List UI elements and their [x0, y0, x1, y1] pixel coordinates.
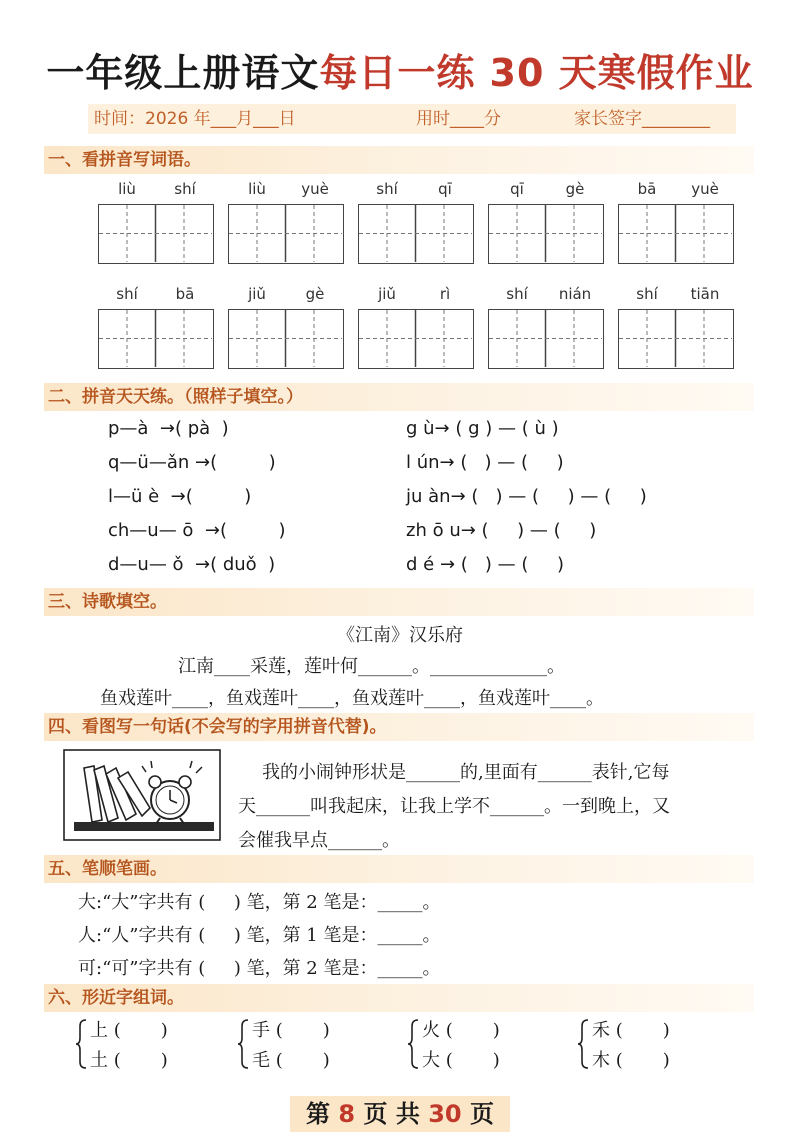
picture-sentence-line-3[interactable]: 会催我早点______。	[238, 830, 400, 851]
exercise-right-2[interactable]: l ún→ ( ) — ( )	[406, 452, 564, 473]
pinyin-label: liù	[248, 180, 266, 198]
writing-grid-box[interactable]	[358, 204, 474, 264]
similar-char-top[interactable]: 手 ( )	[252, 1020, 330, 1041]
writing-grid-box[interactable]	[98, 204, 214, 264]
alarm-clock-illustration	[62, 748, 222, 842]
writing-grid-box[interactable]	[228, 309, 344, 369]
similar-char-bottom[interactable]: 毛 ( )	[252, 1050, 330, 1071]
similar-char-top[interactable]: 禾 ( )	[592, 1020, 670, 1041]
exercise-right-5[interactable]: d é → ( ) — ( )	[406, 554, 565, 575]
writing-grid-box[interactable]	[618, 204, 734, 264]
stroke-question-2[interactable]: 人:“人”字共有 ( ) 笔，第 1 笔是：_____。	[78, 925, 441, 946]
poem-line-2[interactable]: 鱼戏莲叶____，鱼戏莲叶____，鱼戏莲叶____，鱼戏莲叶____。	[100, 688, 604, 709]
page-title	[0, 42, 800, 97]
writing-grid-box[interactable]	[228, 204, 344, 264]
stroke-question-3[interactable]: 可:“可”字共有 ( ) 笔，第 2 笔是：_____。	[78, 958, 441, 979]
pinyin-label: yuè	[301, 180, 329, 198]
total-page-count: 30	[428, 1100, 462, 1128]
picture-sentence-line-2[interactable]: 天______叫我起床，让我上学不______。一到晚上，又	[238, 796, 670, 817]
exercise-left-4[interactable]: ch—u— ō →( )	[108, 520, 286, 541]
exercise-right-1: g ù→ ( g ) — ( ù )	[406, 418, 559, 439]
section-heading-4: 四、看图写一句话(不会写的字用拼音代替)。	[44, 713, 754, 741]
exercise-left-5: d—u— ǒ →( duǒ )	[108, 554, 276, 575]
pinyin-label: bā	[175, 285, 195, 303]
exercise-left-2[interactable]: q—ü—ǎn →( )	[108, 452, 276, 473]
poem-line-1[interactable]: 江南____采莲，莲叶何______。_____________。	[178, 656, 565, 677]
pinyin-label: jiǔ	[378, 285, 396, 303]
pinyin-label: shí	[636, 285, 658, 303]
writing-grid-box[interactable]	[488, 309, 604, 369]
page-footer	[290, 1096, 510, 1132]
brace-icon	[578, 1018, 590, 1070]
section-heading-1: 一、看拼音写词语。	[44, 146, 754, 174]
pinyin-label: shí	[174, 180, 196, 198]
footer-prefix: 第	[306, 1100, 331, 1128]
duration-field[interactable]: 用时____分	[416, 109, 501, 129]
similar-char-bottom[interactable]: 木 ( )	[592, 1050, 670, 1071]
date-field[interactable]: 时间：2026 年___月___日	[94, 109, 296, 129]
similar-char-top[interactable]: 火 ( )	[422, 1020, 500, 1041]
pinyin-label: qī	[510, 180, 524, 198]
similar-char-bottom[interactable]: 土 ( )	[90, 1050, 168, 1071]
footer-middle: 页 共	[363, 1100, 420, 1128]
similar-char-top[interactable]: 上 ( )	[90, 1020, 168, 1041]
pinyin-label: yuè	[691, 180, 719, 198]
pinyin-label: shí	[116, 285, 138, 303]
exercise-left-3[interactable]: l—ü è →( )	[108, 486, 252, 507]
pinyin-label: gè	[305, 285, 325, 303]
exercise-right-4[interactable]: zh ō u→ ( ) — ( )	[406, 520, 597, 541]
pinyin-label: bā	[637, 180, 657, 198]
title-part1: 一年级上册语文	[46, 51, 320, 95]
section-heading-3: 三、诗歌填空。	[44, 588, 754, 616]
pinyin-label: jiǔ	[248, 285, 266, 303]
pinyin-label: rì	[439, 285, 451, 303]
writing-grid-box[interactable]	[358, 309, 474, 369]
picture-sentence-line-1[interactable]: 我的小闹钟形状是______的,里面有______表针,它每	[262, 762, 670, 783]
writing-grid-box[interactable]	[488, 204, 604, 264]
stroke-question-1[interactable]: 大:“大”字共有 ( ) 笔，第 2 笔是：_____。	[78, 892, 441, 913]
section-heading-6: 六、形近字组词。	[44, 984, 754, 1012]
exercise-right-3[interactable]: ju àn→ ( ) — ( ) — ( )	[406, 486, 647, 507]
pinyin-label: shí	[506, 285, 528, 303]
brace-icon	[408, 1018, 420, 1070]
current-page-number: 8	[338, 1100, 356, 1128]
writing-grid-box[interactable]	[98, 309, 214, 369]
title-part2: 每日一练 30 天寒假作业	[319, 51, 754, 95]
brace-icon	[76, 1018, 88, 1070]
pinyin-label: nián	[558, 285, 592, 303]
section-heading-2: 二、拼音天天练。（照样子填空。）	[44, 383, 754, 411]
pinyin-label: tiān	[690, 285, 720, 303]
pinyin-label: gè	[565, 180, 585, 198]
similar-char-bottom[interactable]: 大 ( )	[422, 1050, 500, 1071]
pinyin-label: liù	[118, 180, 136, 198]
section-heading-5: 五、笔顺笔画。	[44, 855, 754, 883]
brace-icon	[238, 1018, 250, 1070]
exercise-left-1: p—à →( pà )	[108, 418, 229, 439]
info-bar	[88, 104, 736, 134]
writing-grid-box[interactable]	[618, 309, 734, 369]
footer-suffix: 页	[469, 1100, 494, 1128]
pinyin-label: shí	[376, 180, 398, 198]
pinyin-label: qī	[438, 180, 452, 198]
parent-signature-field[interactable]: 家长签字________	[574, 109, 710, 129]
poem-title: 《江南》汉乐府	[337, 625, 463, 646]
